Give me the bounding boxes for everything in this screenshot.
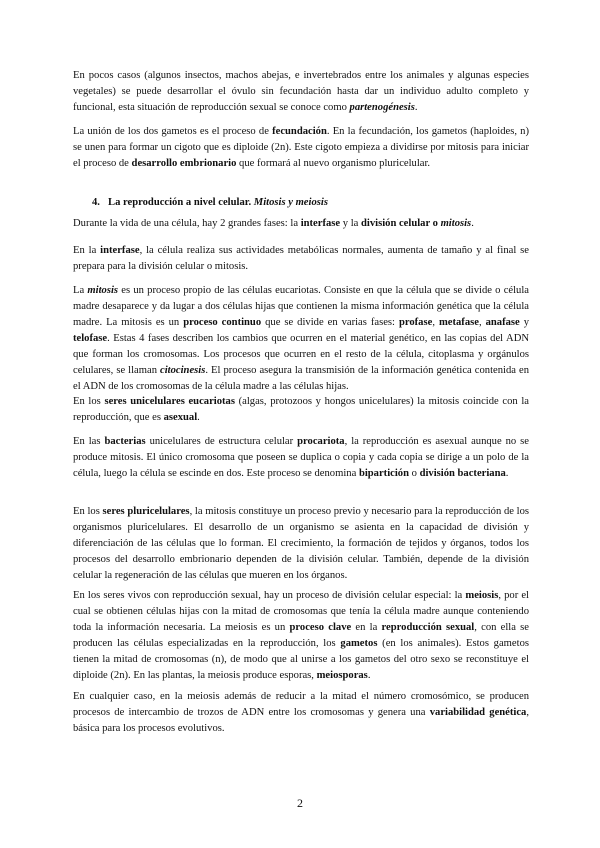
- term-variabilidad-genetica: variabilidad genética: [429, 707, 527, 718]
- term-gametos: gametos: [340, 638, 378, 649]
- section-number: 4.: [92, 197, 100, 208]
- term-mitosis: mitosis: [87, 285, 119, 296]
- term-asexual: asexual: [163, 412, 198, 423]
- section-heading: [92, 195, 328, 211]
- term-proceso-clave: proceso clave: [289, 622, 352, 633]
- term-interfase: interfase: [300, 218, 341, 229]
- term-metafase: metafase: [438, 317, 479, 328]
- page-number: 2: [297, 796, 303, 810]
- term-seres-unicelulares: seres unicelulares eucariotas: [104, 396, 235, 407]
- term-citocinesis: citocinesis: [160, 365, 206, 376]
- term-meiosis: meiosis: [465, 590, 499, 601]
- term-proceso-continuo: proceso continuo: [183, 317, 262, 328]
- paragraph-unicelulares: En los seres unicelulares eucariotas (algas, protozoos y hongos unicelulares) la mitosis coincide con la reproducción, que es asexual.: [73, 396, 529, 423]
- term-division-celular: división celular o mitosis: [361, 218, 472, 229]
- term-meiosporas: meiosporas: [316, 670, 368, 681]
- paragraph-fases-celula: Durante la vida de una célula, hay 2 grandes fases: la interfase y la división celular o mitosis.: [73, 218, 474, 229]
- paragraph-partenogenesis: En pocos casos (algunos insectos, machos abejas, e invertebrados entre los animales y algunas especies vegetales) se puede desarrollar el óvulo sin fecundación hasta dar un individuo adulto completo y funcional, esta situación de reproducción sexual se conoce como partenogénesis.: [73, 70, 529, 113]
- term-fecundacion: fecundación: [272, 126, 327, 137]
- term-division-bacteriana: división bacteriana: [419, 468, 506, 479]
- term-seres-pluricelulares: seres pluricelulares: [102, 506, 190, 517]
- term-telofase: telofase: [73, 333, 108, 344]
- paragraph-interfase: En la interfase, la célula realiza sus actividades metabólicas normales, aumenta de tamaño y al final se prepara para la división celular o mitosis.: [73, 245, 529, 272]
- paragraph-variabilidad: En cualquier caso, en la meiosis además de reducir a la mitad el número cromosómico, se producen procesos de intercambio de trozos de ADN entre los cromosomas y genera una variabilidad genética, básica para los procesos evolutivos.: [73, 691, 529, 734]
- paragraph-fecundacion: La unión de los dos gametos es el proceso de fecundación. En la fecundación, los gametos (haploides, n) se unen para formar un cigoto que es diploide (2n). Este cigoto empieza a dividirse por mitosis para iniciar el proceso de desarrollo embrionario que formará al nuevo organismo pluricelular.: [73, 126, 530, 169]
- section-title: La reproducción a nivel celular. Mitosis y meiosis: [108, 197, 328, 208]
- paragraph-mitosis: La mitosis es un proceso propio de las células eucariotas. Consiste en que la célula que se divide o célula madre desaparece y da lugar a dos células hijas que contienen la misma información genética que la célula madre. La mitosis es un proceso continuo que se divide en varias fases: profase, metafase, anafase y telofase. Estas 4 fases describen los cambios que ocurren en el material genético, en las copias del ADN que forman los cromosomas. Los procesos que ocurren en el resto de la célula, citoplasma y orgánulos celulares, se llaman citocinesis. El proceso asegura la transmisión de la información genética contenida en el ADN de los cromosomas de la célula madre a las células hijas.: [73, 285, 530, 392]
- term-interfase-2: interfase: [100, 245, 140, 256]
- paragraph-meiosis: En los seres vivos con reproducción sexual, hay un proceso de división celular especial: la meiosis, por el cual se obtienen células hijas con la mitad de cromosomas que tenía la célula madre aunque conteniendo toda la información necesaria. La meiosis es un proceso clave en la reproducción sexual, con ella se producen las células especializadas en la reproducción, los gametos (en los animales). Estos gametos tienen la mitad de cromosomas (n), de modo que al unirse a los gametos del otro sexo se reconstituye el diploide (2n). En las plantas, la meiosis produce esporas, meiosporas.: [73, 590, 529, 681]
- term-desarrollo-embrionario: desarrollo embrionario: [131, 158, 237, 169]
- term-anafase: anafase: [485, 317, 520, 328]
- term-profase: profase: [398, 317, 433, 328]
- term-reproduccion-sexual: reproducción sexual: [381, 622, 475, 633]
- paragraph-pluricelulares: En los seres pluricelulares, la mitosis constituye un proceso previo y necesario para la reproducción de los organismos pluricelulares. El desarrollo de un organismo se asienta en la capacidad de división y diferenciación de las células que lo forman. El crecimiento, la formación de tejidos y órganos, todos los procesos del desarrollo embrionario dependen de la división celular. También, depende de la división celular la regeneración de las células que mueren en los órganos.: [73, 506, 529, 581]
- term-procariota: procariota: [297, 436, 345, 447]
- term-partenogenesis: partenogénesis: [349, 102, 415, 113]
- term-bacterias: bacterias: [104, 436, 146, 447]
- term-biparticion: bipartición: [358, 468, 409, 479]
- paragraph-bacterias: En las bacterias unicelulares de estructura celular procariota, la reproducción es asexual aunque no se produce mitosis. El único cromosoma que poseen se duplica o copia y cada copia se dirige a un polo de la célula, luego la célula se escinde en dos. Este proceso se denomina bipartición o división bacteriana.: [73, 436, 529, 479]
